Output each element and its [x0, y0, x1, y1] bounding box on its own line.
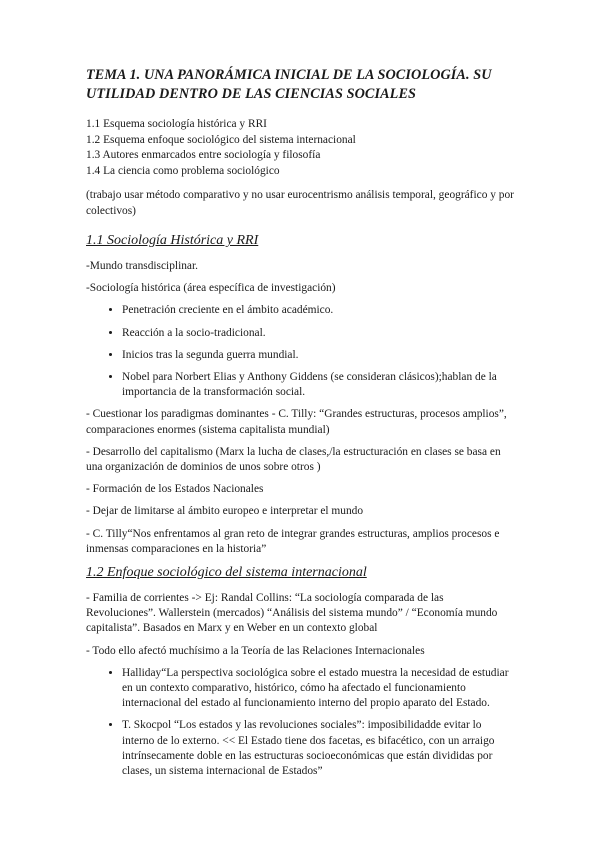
list-item: • T. Skocpol “Los estados y las revoluciones sociales”: imposibilidadde evitar lo interno de lo externo. << El Estado tiene dos facetas, es bifacético, con un arraigo intrínsecamente doble en las estructuras socioeconómicas que están divididas por clases, un sistema internacional de Estados” — [122, 718, 514, 779]
list-item: • Reacción a la socio-tradicional. — [122, 326, 514, 341]
method-note: (trabajo usar método comparativo y no usar eurocentrismo análisis temporal, geográfico y por colectivos) — [86, 189, 514, 217]
paragraph: - Familia de corrientes -> Ej: Randal Collins: “La sociología comparada de las Revoluciones”. Wallerstein (mercados) “Análisis del sistema mundo” / “Economía mundo capitalista”. Basados en Marx y en Weber en un contexto global — [86, 592, 498, 635]
section-heading-1-1: 1.1 Sociología Histórica y RRI — [86, 233, 259, 248]
paragraph: -Sociología histórica (área específica de investigación) — [86, 282, 336, 295]
paragraph: - Desarrollo del capitalismo (Marx la lucha de clases,/la estructuración en clases se basa en una organización de dominios de unos sobre otros ) — [86, 445, 501, 474]
paragraph: - Cuestionar los paradigmas dominantes - C. Tilly: “Grandes estructuras, procesos amplios”, comparaciones enormes (sistema capitalista mundial) — [86, 408, 507, 436]
list-item: • Inicios tras la segunda guerra mundial. — [122, 348, 514, 363]
toc-item: 1.2 Esquema enfoque sociológico del sistema internacional — [86, 133, 356, 146]
list-item: • Halliday“La perspectiva sociológica sobre el estado muestra la necesidad de estudiar en un contexto comparativo, histórico, cómo ha afectado el funcionamiento internacional del estado al funcionamiento interno del propio aparato del Estado. — [122, 666, 514, 712]
list-item: • Nobel para Norbert Elias y Anthony Giddens (se consideran clásicos);hablan de la importancia de la transformación social. — [122, 370, 514, 400]
section-heading-1-2: 1.2 Enfoque sociológico del sistema internacional — [86, 565, 367, 581]
table-of-contents — [86, 117, 514, 179]
paragraph: - C. Tilly“Nos enfrentamos al gran reto de integrar grandes estructuras, amplios procesos e inmensas comparaciones en la historia” — [86, 527, 500, 555]
document-body — [86, 66, 514, 786]
paragraph: -Mundo transdisciplinar. — [86, 260, 198, 272]
document-title: TEMA 1. UNA PANORÁMICA INICIAL DE LA SOCIOLOGÍA. SU UTILIDAD DENTRO DE LAS CIENCIAS SOCIALES — [86, 67, 492, 102]
bullet-list — [86, 303, 514, 400]
bullet-list — [86, 666, 514, 779]
toc-item: 1.3 Autores enmarcados entre sociología y filosofía — [86, 149, 321, 161]
list-item: • Penetración creciente en el ámbito académico. — [122, 303, 514, 318]
paragraph: - Dejar de limitarse al ámbito europeo e interpretar el mundo — [86, 505, 364, 518]
toc-item: 1.4 La ciencia como problema sociológico — [86, 164, 280, 177]
paragraph: - Todo ello afectó muchísimo a la Teoría de las Relaciones Internacionales — [86, 644, 425, 657]
toc-item: 1.1 Esquema sociología histórica y RRI — [86, 118, 267, 130]
paragraph: - Formación de los Estados Nacionales — [86, 483, 264, 496]
